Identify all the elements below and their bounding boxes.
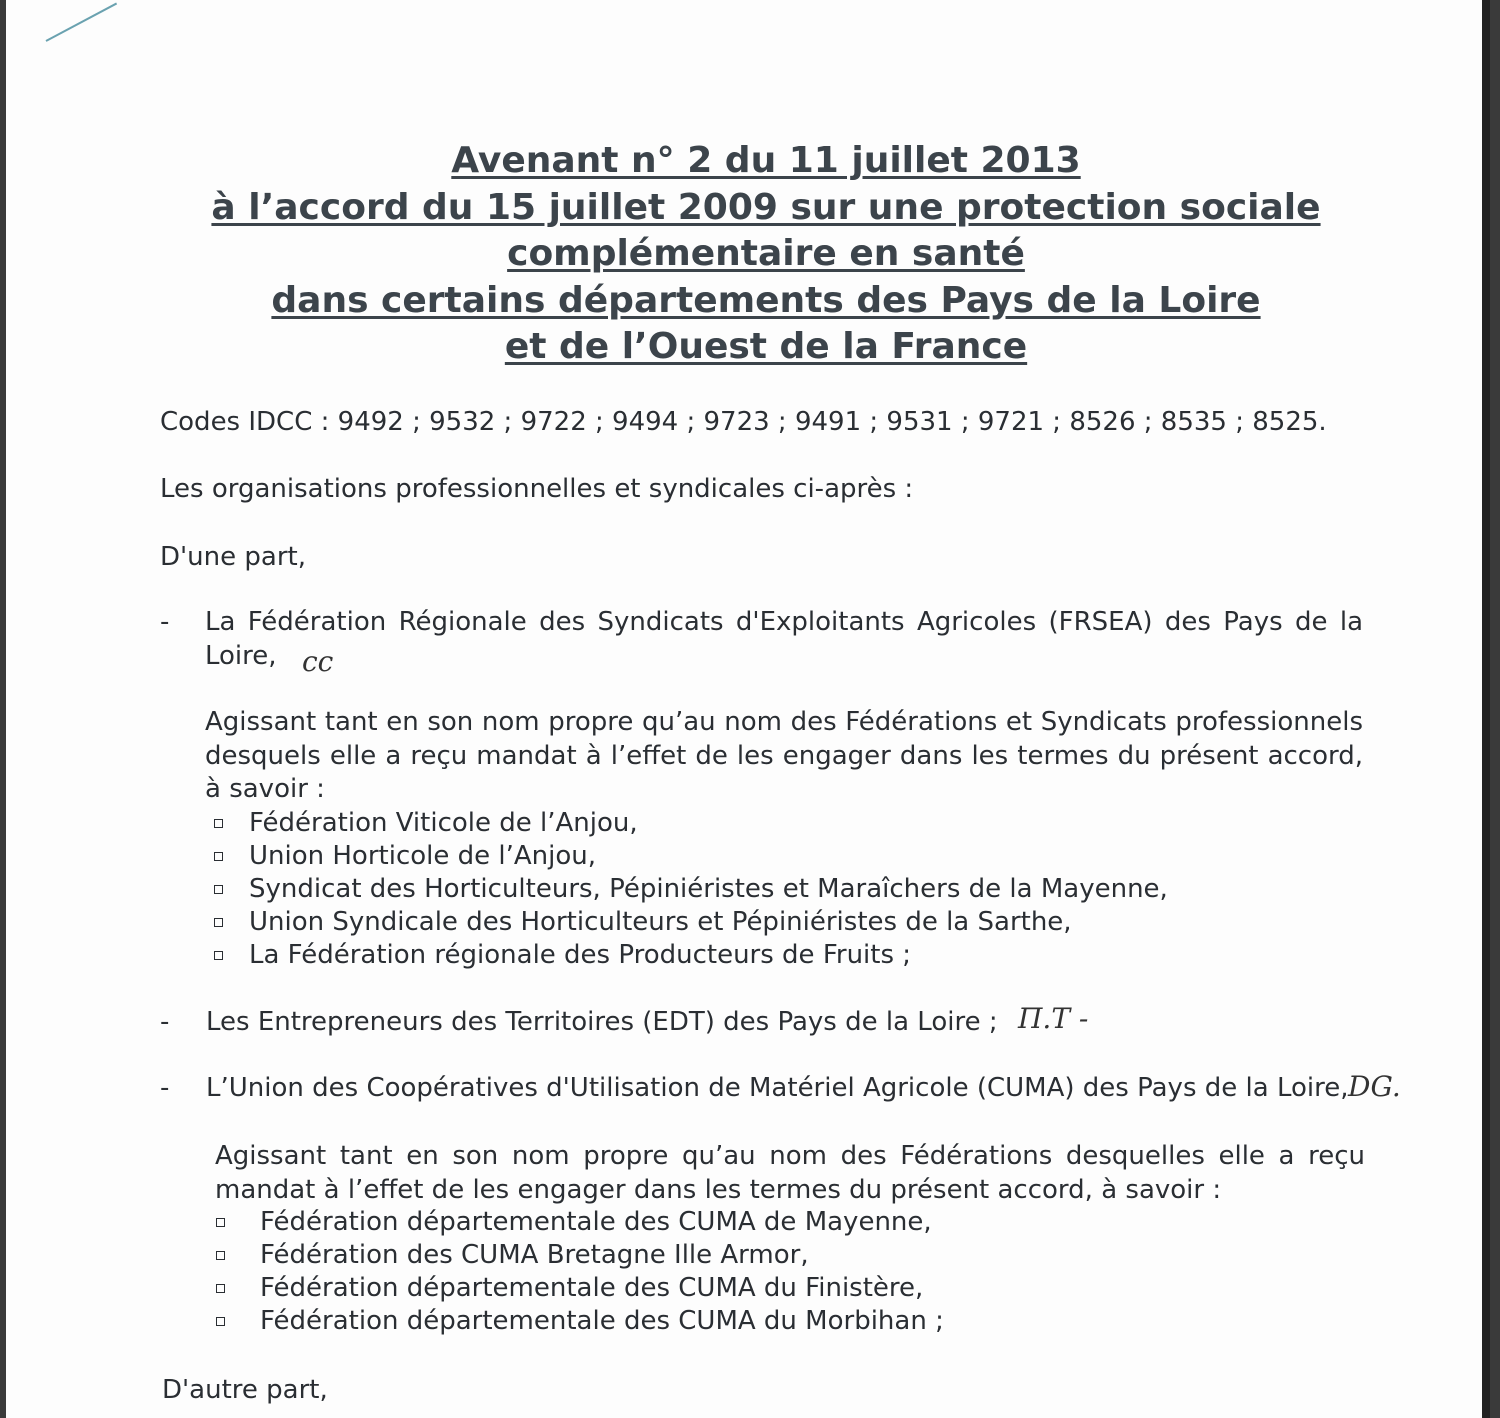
dash-marker: - [160,1073,170,1103]
intro-text: Les organisations professionnelles et syndicales ci-après : [160,474,914,504]
list-bullet [214,819,223,828]
handwritten-initials: DG. [1348,1070,1401,1103]
title-line-5: et de l’Ouest de la France [504,326,1028,367]
list-item: Fédération départementale des CUMA du Morbihan ; [260,1306,944,1336]
list-bullet [216,1284,225,1293]
handwritten-initials: cc [302,645,334,678]
org-frsea-name: La Fédération Régionale des Syndicats d'Exploitants Agricoles (FRSEA) des Pays de la Loire, [205,607,1363,671]
document-title [6,138,1500,371]
org-edt-name: Les Entrepreneurs des Territoires (EDT) des Pays de la Loire ; [206,1007,998,1037]
dash-marker: - [160,1007,170,1037]
handwritten-initials: Π.T - [1018,1002,1089,1035]
list-bullet [214,951,223,960]
d-une-part: D'une part, [160,542,306,572]
list-item: Fédération départementale des CUMA du Finistère, [260,1273,924,1303]
title-line-1: Avenant n° 2 du 11 juillet 2013 [451,140,1081,181]
list-item: Fédération Viticole de l’Anjou, [249,808,638,838]
org-cuma-name: L’Union des Coopératives d'Utilisation de Matériel Agricole (CUMA) des Pays de la Loire, [206,1073,1349,1103]
list-item: La Fédération régionale des Producteurs de Fruits ; [249,940,912,970]
list-bullet [216,1251,225,1260]
title-line-3: complémentaire en santé [507,233,1025,274]
org-frsea-mandate: Agissant tant en son nom propre qu’au nom des Fédérations et Syndicats professionnels desquels elle a reçu mandat à l’effet de les engager dans les termes du présent accord, à savoir : [205,707,1363,804]
list-bullet [214,852,223,861]
org-cuma-mandate: Agissant tant en son nom propre qu’au nom des Fédérations desquelles elle a reçu mandat à l’effet de les engager dans les termes du présent accord, à savoir : [215,1141,1365,1205]
scan-pen-mark [46,3,118,42]
list-bullet [216,1218,225,1227]
title-line-4: dans certains départements des Pays de la Loire [271,279,1261,321]
scan-border [1482,0,1490,1418]
idcc-codes: Codes IDCC : 9492 ; 9532 ; 9722 ; 9494 ; 9723 ; 9491 ; 9531 ; 9721 ; 8526 ; 8535 ; 8525. [160,407,1327,437]
list-item: Union Horticole de l’Anjou, [249,841,597,871]
list-bullet [214,885,223,894]
d-autre-part: D'autre part, [162,1375,328,1405]
title-line-2: à l’accord du 15 juillet 2009 sur une protection sociale [211,186,1321,228]
dash-marker: - [160,607,170,637]
list-bullet [214,918,223,927]
list-item: Union Syndicale des Horticulteurs et Pépiniéristes de la Sarthe, [249,907,1072,937]
document-page [6,0,1490,1418]
list-item: Fédération départementale des CUMA de Mayenne, [260,1207,932,1237]
list-item: Syndicat des Horticulteurs, Pépiniéristes et Maraîchers de la Mayenne, [249,874,1168,904]
list-bullet [216,1317,225,1326]
list-item: Fédération des CUMA Bretagne Ille Armor, [260,1240,809,1270]
